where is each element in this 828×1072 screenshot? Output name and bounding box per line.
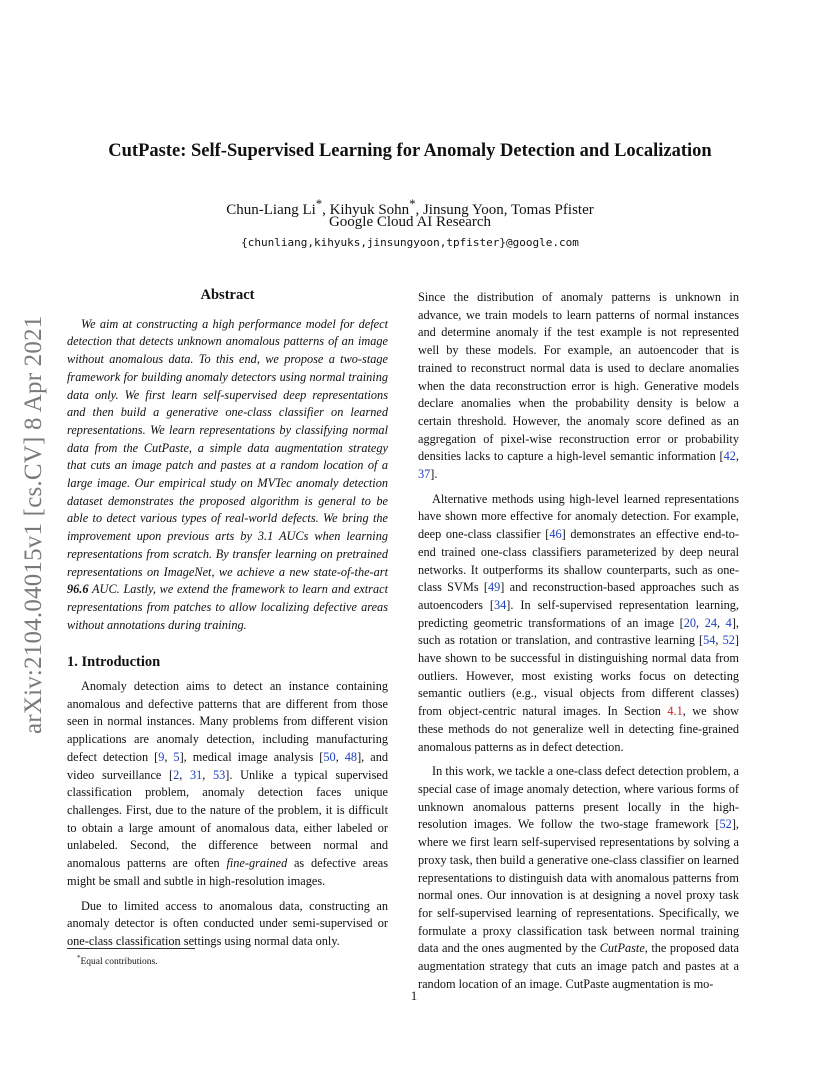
equal-contribution-mark: *: [315, 197, 323, 211]
right-paragraph-1: [418, 289, 739, 484]
footnote: [77, 954, 158, 967]
citation-link[interactable]: 4: [725, 615, 732, 630]
abstract-highlight: 96.6: [67, 582, 89, 597]
citation-link[interactable]: 48: [344, 749, 358, 764]
author-separator: ,: [322, 202, 330, 218]
affiliation: Google Cloud AI Research: [328, 214, 492, 230]
citation-link[interactable]: 34: [493, 597, 507, 612]
left-column: [67, 287, 388, 951]
text-run: Alternative methods using high-level learned representations have shown more effective for anomaly detection. For example, deep one-class classifier [: [418, 491, 739, 542]
text-run: as defective areas might be small and subtle in high-resolution images.: [67, 856, 389, 888]
footnote-text: Equal contributions.: [80, 957, 158, 968]
equal-contribution-mark: *: [409, 197, 416, 211]
abstract-text: [67, 316, 388, 635]
text-run: ], and video surveillance [: [67, 749, 388, 782]
footnote-divider: [67, 948, 195, 949]
footnote-mark: *: [77, 954, 81, 962]
right-paragraph-2: [418, 491, 739, 757]
text-run: ,: [717, 615, 726, 630]
text-run: ] have shown to be successful in distinguishing normal data from outliers. However, most existing works focus on detecting semantic outliers (e.g., visual objects from different classes) from object-centric natural images. In Section: [418, 633, 739, 719]
text-run: ,: [715, 633, 723, 648]
text-run: ], medical image analysis [: [179, 749, 324, 764]
citation-link[interactable]: 49: [487, 580, 501, 595]
section-reference-link[interactable]: 4.1: [667, 704, 683, 719]
citation-link[interactable]: 52: [722, 633, 735, 648]
citation-link[interactable]: 46: [549, 527, 562, 542]
emphasis: CutPaste: [599, 941, 645, 956]
text-run: , the proposed data augmentation strategy that cuts an image patch and pastes at a random location of an image. CutPaste augmentation is mo-: [418, 941, 739, 991]
text-run: In this work, we tackle a one-class defect detection problem, a special case of image anomaly detection, where various forms of unknown anomalous patterns present locally in the high-resolution images. We follow the two-stage framework [: [418, 764, 739, 832]
abstract-text-part: AUC. Lastly, we extend the framework to learn and extract representations from patches to allow localizing defective areas without annotations during training.: [67, 582, 388, 632]
paper-title: CutPaste: Self-Supervised Learning for Anomaly Detection and Localization: [108, 141, 712, 161]
citation-link[interactable]: 5: [173, 749, 180, 764]
citation-link[interactable]: 20: [683, 615, 697, 630]
intro-paragraph-1: [67, 678, 388, 890]
right-column: [418, 289, 739, 993]
section-heading-introduction: 1. Introduction: [67, 654, 161, 671]
text-run: Since the distribution of anomaly patterns is unknown in advance, we train models to learn patterns of normal instances and determine anomaly if the test example is not represented well by these models. For example, an autoencoder that is trained to reconstruct normal data is used to declare anomalies when the data reconstruction error is high. Generative models declare anomalies when the probability density is below a certain threshold. However, the anomaly score defined as an aggregation of pixel-wise reconstruction error or probability densities lacks to capture a high-level semantic information [: [418, 290, 739, 464]
author-name: Kihyuk Sohn: [329, 202, 410, 218]
author-names-rest: , Jinsung Yoon, Tomas Pfister: [415, 202, 594, 218]
author-emails: {chunliang,kihyuks,jinsungyoon,tpfister}@google.com: [241, 236, 579, 249]
citation-link[interactable]: 24: [704, 615, 717, 630]
text-run: ]. Unlike a typical supervised classification problem, anomaly detection faces unique challenges. First, due to the nature of the problem, it is difficult to obtain a large amount of anomalous data, either labeled or unlabeled. Second, the difference between normal and anomalous patterns are often: [67, 767, 388, 871]
text-run: ] and reconstruction-based approaches such as autoencoders [: [418, 580, 739, 612]
text-run: ,: [735, 449, 739, 464]
text-run: ], where we first learn self-supervised representations by solving a proxy task, then build a generative one-class classifier on learned representations to distinguish data with anomalous patterns from normal ones. Our innovation is at designing a novel proxy task for self-supervised learning of representations. Specifically, we formulate a proxy classification task between normal training data and the ones augmented by the: [418, 817, 739, 956]
author-name: Chun-Liang Li: [226, 202, 316, 218]
citation-link[interactable]: 42: [723, 449, 736, 464]
text-run: ], such as rotation or translation, and contrastive learning [: [418, 615, 739, 648]
abstract-text-part: We aim at constructing a high performance model for defect detection that detects unknown anomalous patterns of an image without anomalous data. To this end, we propose a two-stage framework for building anomaly detectors using normal training data only. We first learn self-supervised deep representations and then build a generative one-class classifier on learned representations. We learn representations by classifying normal data from the CutPaste, a simple data augmentation strategy that cuts an image patch and pastes at a random location of a large image. Our empirical study on MVTec anomaly detection dataset demonstrates the proposed algorithm is general to be able to detect various types of real-world defects. We bring the improvement upon previous arts by 3.1 AUCs when learning representations from scratch. By transfer learning on pretrained representations on ImageNet, we achieve a new state-of-the-art: [67, 316, 388, 579]
text-run: ].: [430, 467, 438, 482]
citation-link[interactable]: 37: [418, 467, 431, 482]
emphasis: fine-grained: [226, 856, 288, 871]
page-number: 1: [410, 989, 418, 1003]
intro-paragraph-2: Due to limited access to anomalous data, constructing an anomaly detector is often conducted under semi-supervised or one-class classification settings using normal data only.: [67, 898, 388, 948]
text-run: ,: [696, 615, 705, 630]
text-run: ]. In self-supervised representation learning, predicting geometric transformations of an image [: [418, 597, 739, 630]
citation-link[interactable]: 9: [158, 749, 165, 764]
citation-link[interactable]: 50: [323, 749, 336, 764]
text-run: Anomaly detection aims to detect an instance containing anomalous and defective patterns that are different from those seen in normal instances. Many problems from different vision applications are anomaly detection, including manufacturing defect detection [: [67, 679, 388, 764]
text-run: , we show these methods do not generalize well in detecting fine-grained anomalous patterns as in defect detection.: [418, 704, 739, 754]
text-run: ,: [164, 749, 174, 764]
text-run: ,: [202, 767, 213, 782]
citation-link[interactable]: 31: [189, 767, 203, 782]
text-run: ] demonstrates an effective end-to-end trained one-class classifiers parameterized by deep neural networks. It outperforms its shallow counterparts, such as one-class SVMs [: [418, 527, 740, 595]
text-run: ,: [335, 749, 345, 764]
abstract-heading: Abstract: [200, 287, 255, 303]
citation-link[interactable]: 54: [703, 633, 716, 648]
text-run: ,: [179, 767, 190, 782]
citation-link[interactable]: 53: [213, 767, 226, 782]
arxiv-identifier: arXiv:2104.04015v1 [cs.CV] 8 Apr 2021: [20, 315, 47, 735]
citation-link[interactable]: 2: [173, 767, 180, 782]
citation-link[interactable]: 52: [719, 817, 732, 832]
right-paragraph-3: [418, 763, 739, 993]
